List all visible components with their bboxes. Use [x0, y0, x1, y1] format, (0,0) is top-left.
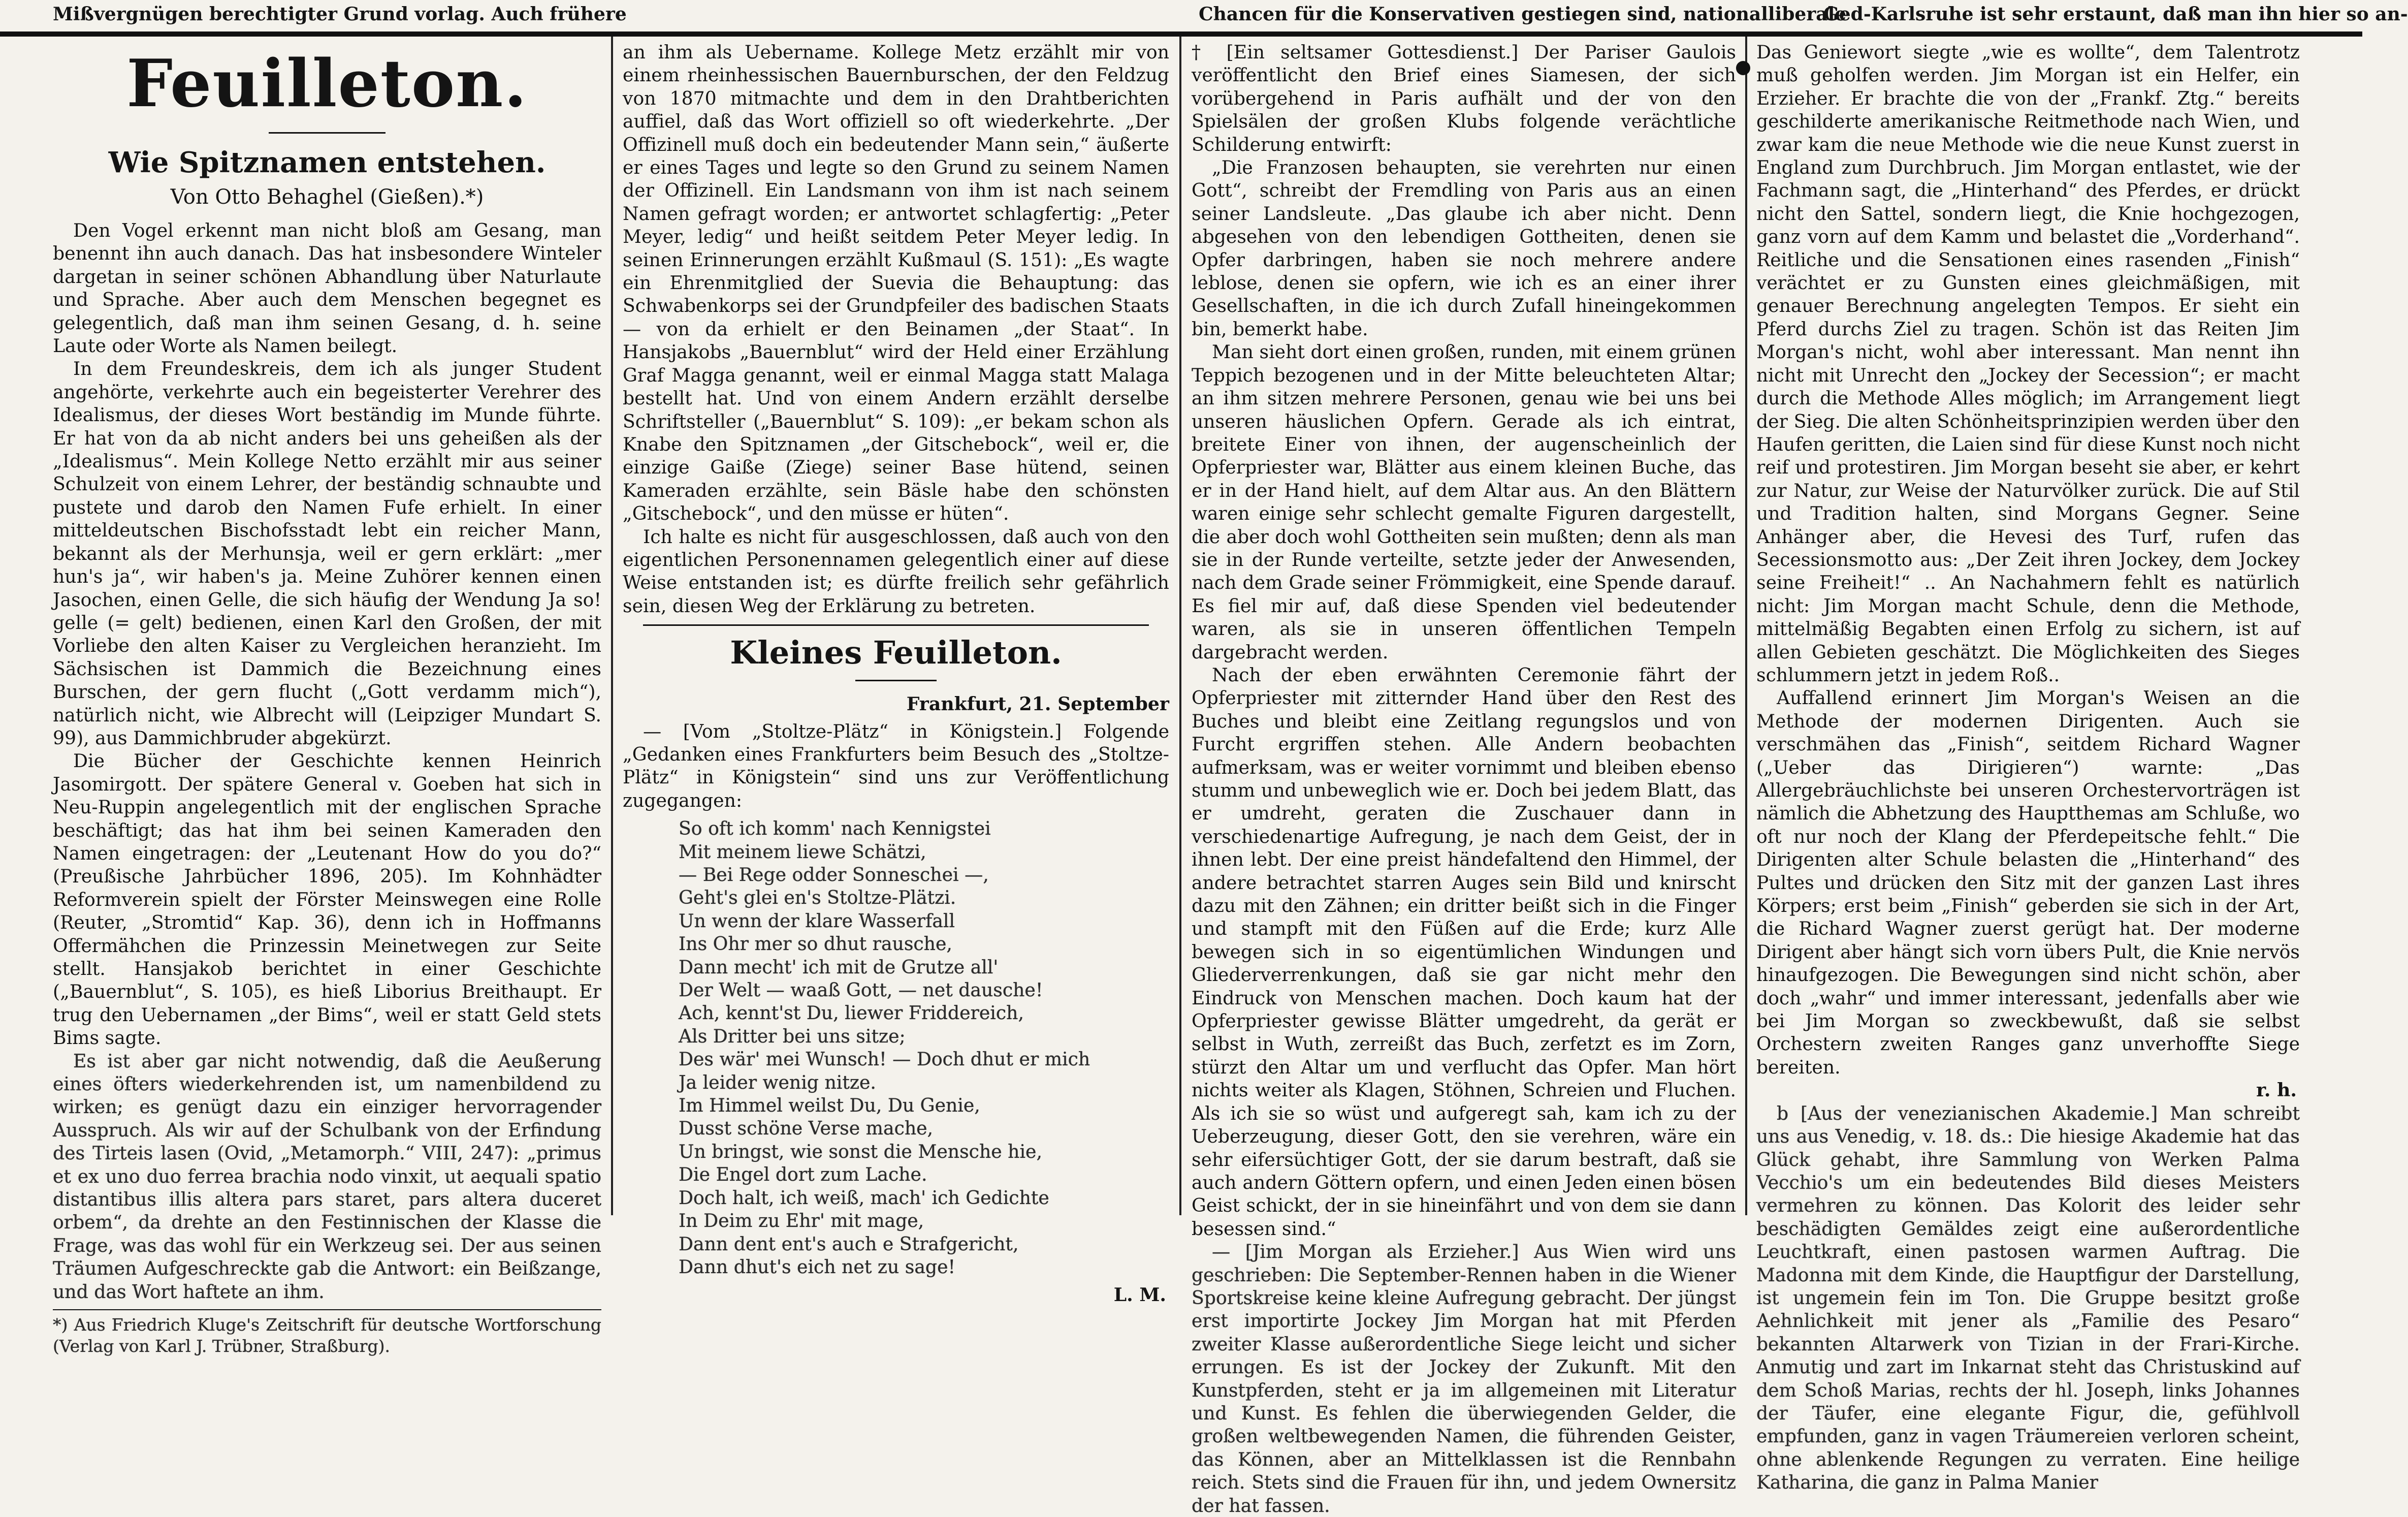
- signature: r. h.: [2256, 1079, 2297, 1101]
- article-author: Von Otto Behaghel (Gießen).*): [170, 185, 484, 209]
- poem-line: Dann dhut's eich net zu sage!: [679, 1255, 956, 1278]
- footnote: *) Aus Friedrich Kluge's Zeitschrift für deutsche Wortforschung (Verlag von Karl J. Trübner, Straßburg).: [53, 1309, 601, 1357]
- poem-line: Des wär' mei Wunsch! — Doch dhut er mich: [679, 1048, 1090, 1070]
- paragraph: Ich halte es nicht für ausgeschlossen, daß auch von den eigentlichen Personennamen gelegentlich einer auf diese Weise entstanden ist; es dürfte freilich sehr gefährlich sein, diesen Weg der Erklärung zu betreten.: [623, 525, 1169, 617]
- top-strip-right-text: Ged-Karlsruhe ist sehr erstaunt, daß man ihn hier so an-: [1823, 4, 2408, 25]
- poem-line: Dann dent ent's auch e Strafgericht,: [679, 1232, 1019, 1255]
- poem-line: Ins Ohr mer so dhut rausche,: [679, 933, 952, 955]
- column-jim-morgan: [1756, 41, 2300, 1494]
- poem-line: Als Dritter bei uns sitze;: [679, 1025, 906, 1047]
- poem-line: Mit meinem liewe Schätzi,: [679, 840, 926, 863]
- poem-line: Dusst schöne Verse mache,: [679, 1117, 934, 1140]
- poem-line: Ja leider wenig nitze.: [679, 1071, 876, 1093]
- title-divider: [855, 680, 937, 681]
- ink-dot: [1736, 61, 1750, 75]
- signature: L. M.: [1113, 1284, 1166, 1306]
- column-feuilleton: [53, 41, 601, 1356]
- poem-line: Geht's glei en's Stoltze-Plätzi.: [679, 887, 956, 909]
- top-strip-left-text: Mißvergnügen berechtigter Grund vorlag. Auch frühere: [53, 4, 627, 25]
- column-rule: [1179, 37, 1181, 1215]
- paragraph: an ihm als Uebername. Kollege Metz erzählt mir von einem rheinhessischen Bauernburschen, der den Feldzug von 1870 mitmachte und dem in den Drahtberichten auffiel, daß das Wort offiziell so oft wiederkehrte. „Der Offizinell muß doch ein bedeutender Mann sein,“ äußerte er eines Tages und legte so den Grund zu seinem Namen der Offizinell. Ein Landsmann von ihm ist nach seinem Namen gefragt worden; er antwortet schlagfertig: „Peter Meyer, ledig“ und heißt seitdem Peter Meyer ledig. In seinen Erinnerungen erzählt Kußmaul (S. 151): „Es wagte ein Ehrenmitglied der Suevia die Behauptung: das Schwabenkorps sei der Grundpfeiler des badischen Staats — von da erhielt er den Beinamen „der Staat“. In Hansjakobs „Bauernblut“ wird der Held einer Erzählung Graf Magga genannt, weil er einmal Magga statt Malaga bestellt hat. Und von einem Andern erzählt derselbe Schriftsteller („Bauernblut“ S. 109): „er bekam schon als Knabe den Spitznamen „der Gitschebock“, weil er, die einzige Gaiße (Ziege) seiner Base hütend, seinen Kameraden erzählte, sein Bäsle habe den schönsten „Gitschebock“, und den müsse er hüten“.: [623, 41, 1169, 525]
- paragraph: † [Ein seltsamer Gottesdienst.] Der Pariser Gaulois veröffentlicht den Brief eines Siamesen, der sich vorübergehend in Paris aufhält und der von den Spielsälen der großen Klubs folgende verächtliche Schilderung entwirft:: [1192, 41, 1736, 155]
- top-strip-middle-text: Chancen für die Konservativen gestiegen sind, nationalliberale: [1199, 4, 1847, 25]
- top-strip: [0, 0, 2408, 37]
- paragraph: Das Geniewort siegte „wie es wollte“, dem Talentrotz muß geholfen werden. Jim Morgan ist ein Helfer, ein Erzieher. Er brachte die von der „Frankf. Ztg.“ bereits geschilderte amerikanische Reitmethode nach Wien, und zwar kam die neue Methode wie die neue Kunst zuerst in England zum Durchbruch. Jim Morgan entlastet, wie der Fachmann sagt, die „Hinterhand“ des Pferdes, er drückt nicht den Sattel, sondern liegt, die Knie hochgezogen, ganz vorn auf dem Kamm und belastet die „Vorderhand“. Reitliche und die Sensationen eines rasenden „Finish“ verächtet er zu Gunsten eines gleichmäßigen, mit genauer Berechnung angelegten Tempos. Er sieht ein Pferd durchs Ziel zu tragen. Schön ist das Reiten Jim Morgan's nicht, wohl aber interessant. Man nennt ihn nicht mit Unrecht den „Jockey der Secession“; er macht durch die Methode Alles möglich; im Arrangement liegt der Sieg. Die alten Schönheitsprinzipien werden über den Haufen geritten, die Laien sind für diese Kunst noch nicht reif und protestiren. Jim Morgan beseht sie aber, er kehrt zur Natur, zur Weise der Naturvölker zurück. Die auf Stil und Tradition halten, sind Morgans Gegner. Seine Anhänger aber, die Hevesi des Turf, rufen das Secessionsmotto aus: „Der Zeit ihren Jockey, dem Jockey seine Freiheit!“ .. An Nachahmern fehlt es natürlich nicht: Jim Morgan macht Schule, denn die Methode, mittelmäßig Begabten einen Erfolg zu sichern, ist auf allen Gebieten geschätzt. Die Möglichkeiten des Sieges schlummern jetzt in jedem Roß..: [1756, 41, 2300, 686]
- poem-line: Der Welt — waaß Gott, — net dausche!: [679, 979, 1043, 1001]
- paragraph: Es ist aber gar nicht notwendig, daß die Aeußerung eines öfters wiederkehrenden ist, um namenbildend zu wirken; es genügt dazu ein einziger hervorragender Ausspruch. Als wir auf der Schulbank von der Erfindung des Tirteis lasen (Ovid, „Metamorph.“ VIII, 247): „primus et ex uno duo ferrea brachia nodo vinxit, ut aequali spatio distantibus illis altera pars staret, pars altera duceret orbem“, da drehte an den Festinnischen der Klasse die Frage, was das wohl für ein Werkzeug sei. Der aus seinen Träumen Aufgeschreckte gab die Antwort: ein Beißzange, und das Wort haftete an ihm.: [53, 1050, 601, 1303]
- paragraph: Den Vogel erkennt man nicht bloß am Gesang, man benennt ihn auch danach. Das hat insbesondere Winteler dargetan in seiner schönen Abhandlung über Naturlaute und Sprache. Aber auch dem Menschen begegnet es gelegentlich, daß man ihm seinen Gesang, d. h. seine Laute oder Worte als Namen beilegt.: [53, 219, 601, 357]
- poem-line: Dann mecht' ich mit de Grutze all': [679, 956, 999, 978]
- poem-line: Im Himmel weilst Du, Du Genie,: [679, 1094, 980, 1117]
- column-gottesdienst: [1192, 41, 1736, 1516]
- poem-line: Die Engel dort zum Lache.: [679, 1163, 927, 1186]
- paragraph: — [Jim Morgan als Erzieher.] Aus Wien wird uns geschrieben: Die September-Rennen haben in die Wiener Sportskreise keine kleine Aufregung gebracht. Der jüngst erst importirte Jockey Jim Morgan hat mit Pferden zweiter Klasse außerordentliche Siege leicht und sicher errungen. Es ist der Jockey der Zukunft. Mit den Kunstpferden, steht er ja im allgemeinen mit Literatur und Kunst. Es fehlen die überwiegenden Gelder, die großen weltbewegenden Namen, die führenden Geister, das Können, aber an Mittelklassen ist die Rennbahn reich. Stets sind die Frauen für ihn, und jedem Ownersitz der hat fassen.: [1192, 1241, 1736, 1516]
- title-divider: [269, 132, 386, 134]
- paragraph: b [Aus der venezianischen Akademie.] Man schreibt uns aus Venedig, v. 18. ds.: Die hiesige Akademie hat das Glück gehabt, ihre Sammlung von Werken Palma Vecchio's um ein bedeutendes Bild dieses Meisters vermehren zu können. Das Kolorit des leider sehr beschädigten Gemäldes zeigt eine außerordentliche Leuchtkraft, einen pastosen warmen Auftrag. Die Madonna mit dem Kinde, die Hauptfigur der Darstellung, ist ungemein fein im Ton. Die Gruppe besitzt große Aehnlichkeit mit jener als „Familie des Pesaro“ bekannten Altarwerk von Tizian in der Frari-Kirche. Anmutig und zart im Inkarnat steht das Christuskind auf dem Schoß Marias, rechts der hl. Joseph, links Johannes der Täufer, eine elegante Figur, die, gefühlvoll empfunden, ganz in vagen Träumereien verloren scheint, ohne ablenkende Regungen zu verraten. Eine heilige Katharina, die ganz in Palma Manier: [1756, 1102, 2300, 1494]
- poem-line: — Bei Rege odder Sonneschei —,: [679, 864, 989, 886]
- paragraph: — [Vom „Stoltze-Plätz“ in Königstein.] Folgende „Gedanken eines Frankfurters beim Besuch des „Stoltze-Plätz“ in Königstein“ sind uns zur Veröffentlichung zugegangen:: [623, 720, 1169, 811]
- column-rule: [611, 37, 613, 1215]
- poem-line: Doch halt, ich weiß, mach' ich Gedichte: [679, 1186, 1049, 1209]
- paragraph: In dem Freundeskreis, dem ich als junger Student angehörte, verkehrte auch ein begeisterter Verehrer des Idealismus, der dieses Wort beständig im Munde führte. Er hat von da ab nicht anders bei uns geheißen als der „Idealismus“. Mein Kollege Netto erzählt mir aus seiner Schulzeit von einem Lehrer, der beständig schnaubte und pustete und darob den Namen Fufe erhielt. In einer mitteldeutschen Bischofsstadt lebt ein reicher Mann, bekannt als der Merhunsja, weil er gern erklärt: „mer hun's ja“, wir haben's ja. Meine Zuhörer kennen einen Jasochen, einen Gelle, die sich häufig der Wendung Ja so! gelle (= gelt) bedienen, einen Karl den Großen, der mit Vorliebe den alten Kaiser zu Vergleichen heranzieht. Im Sächsischen ist Dammich die Bezeichnung eines Burschen, der gern flucht („Gott verdamm mich“), natürlich nicht, wie Albrecht will (Leipziger Mundart S. 99), aus Dammichbruder abgekürzt.: [53, 358, 601, 749]
- column-continued: [623, 41, 1169, 1306]
- poem-line: Ach, kennt'st Du, liewer Friddereich,: [679, 1002, 1024, 1024]
- kleines-feuilleton-title: Kleines Feuilleton.: [730, 634, 1062, 672]
- paragraph: Die Bücher der Geschichte kennen Heinrich Jasomirgott. Der spätere General v. Goeben hat sich in Neu-Ruppin angelegentlich mit der englischen Sprache beschäftigt; das hat ihm bei seinen Kameraden den Namen eingetragen: der „Leutenant How do you do?“ (Preußische Jahrbücher 1896, 205). Im Kohnhädter Reformverein spielt der Förster Meinswegen eine Rolle (Reuter, „Stromtid“ Kap. 36), denn ich in Hoffmanns Offermähchen die Prinzessin Meinetwegen zur Seite stellt. Hansjakob berichtet in einer Geschichte („Bauernblut“, S. 105), es hieß Liborius Breithaupt. Er trug den Uebernamen „der Bims“, weil er statt Geld stets Bims sagte.: [53, 750, 601, 1049]
- poem-line: In Deim zu Ehr' mit mage,: [679, 1210, 924, 1232]
- article-title: Wie Spitznamen entstehen.: [108, 146, 546, 179]
- paragraph: Auffallend erinnert Jim Morgan's Weisen an die Methode der modernen Dirigenten. Auch sie verschmähen das „Finish“, seitdem Richard Wagner („Ueber das Dirigieren“) warnte: „Das Allergebräuchlichste bei unseren Orchestervorträgen ist nämlich die Abhetzung des Hauptthemas am Schluße, wo oft nur noch der Klang der Pferdepeitsche fehlt.“ Die Dirigenten alter Schule belasten die „Hinterhand“ des Pultes und drücken den Sitz mit der ganzen Last ihres Körpers; erst beim „Finish“ geberden sie sich in der Art, die Richard Wagner zuerst gerügt hat. Der moderne Dirigent aber hängt sich vorn übers Pult, die Knie nervös hinaufgezogen. Die Bewegungen sind nicht schön, aber doch „wahr“ und immer interessant, jedenfalls aber wie bei Jim Morgan so zweckbewußt, daß sie selbst Orchestern zweiten Ranges ganz unverhoffte Siege bereiten.: [1756, 687, 2300, 1078]
- poem-line: So oft ich komm' nach Kennigstei: [679, 817, 991, 840]
- paragraph: Man sieht dort einen großen, runden, mit einem grünen Teppich bezogenen und in der Mitte beleuchteten Altar; an ihm sitzen mehrere Personen, genau wie bei uns bei unseren häuslichen Opfern. Gerade als ich eintrat, breitete Einer von ihnen, der augenscheinlich der Opferpriester war, Blätter aus einem kleinen Buche, das er in der Hand hielt, auf dem Altar aus. An den Blättern waren einige sehr schlecht gemalte Figuren dargestellt, die aber doch wohl Gottheiten sein mußten; denn als man sie in der Runde verteilte, setzte jeder der Anwesenden, nach dem Grade seiner Frömmigkeit, eine Spende darauf. Es fiel mir auf, daß diese Spenden viel bedeutender waren, als sie in unseren öffentlichen Tempeln dargebracht werden.: [1192, 341, 1736, 663]
- paragraph: „Die Franzosen behaupten, sie verehrten nur einen Gott“, schreibt der Fremdling von Paris aus an einen seiner Landsleute. „Das glaube ich aber nicht. Denn abgesehen von den lebendigen Gottheiten, denen sie Opfer darbringen, haben sie noch mehrere andere leblose, denen sie opfern, wie ich es an einer ihrer Gesellschaften, in die ich durch Zufall hineingekommen bin, bemerkt habe.: [1192, 156, 1736, 340]
- poem-line: Un bringst, wie sonst die Mensche hie,: [679, 1140, 1042, 1162]
- section-title: Feuilleton.: [126, 46, 528, 122]
- column-rule: [1745, 37, 1747, 1215]
- poem-line: Un wenn der klare Wasserfall: [679, 909, 955, 932]
- section-divider: [643, 624, 1149, 626]
- poem: [623, 817, 1169, 1278]
- dateline: Frankfurt, 21. September: [906, 693, 1169, 715]
- paragraph: Nach der eben erwähnten Ceremonie fährt der Opferpriester mit zitternder Hand über den Rest des Buches und bleibt eine Zeitlang regungslos und von Furcht ergriffen stehen. Alle Andern beobachten aufmerksam, was er weiter vornimmt und bleiben ebenso stumm und unbeweglich wie er. Doch bei jedem Blatt, das er umdreht, geraten die Zuschauer dann in verschiedenartige Aufregung, je nach dem Geist, der in ihnen lebt. Der eine preist händefaltend den Himmel, der andere betrachtet starren Auges sein Bild und knirscht dazu mit den Zähnen; ein dritter beißt sich in die Finger und stampft mit den Füßen auf die Erde; kurz Alle bewegen sich in so eigentümlichen Windungen und Gliederverrenkungen, daß sie gar nicht mehr den Eindruck von Menschen machen. Doch kaum hat der Opferpriester gewisse Blätter umgedreht, da gerät er selbst in Wuth, zerreißt das Buch, zerfetzt es im Zorn, stürzt den Altar um und verflucht das Opfer. Man hört nichts weiter als Klagen, Stöhnen, Schreien und Fluchen. Als ich sie so wüst und aufgeregt sah, kam ich zu der Ueberzeugung, dieser Gott, den sie verehren, wäre ein sehr eifersüchtiger Gott, der sie darum bestraft, daß sie auch andern Göttern opfern, und einen Jeden einen bösen Geist schickt, der in sie hineinfährt und von dem sie dann besessen sind.“: [1192, 663, 1736, 1240]
